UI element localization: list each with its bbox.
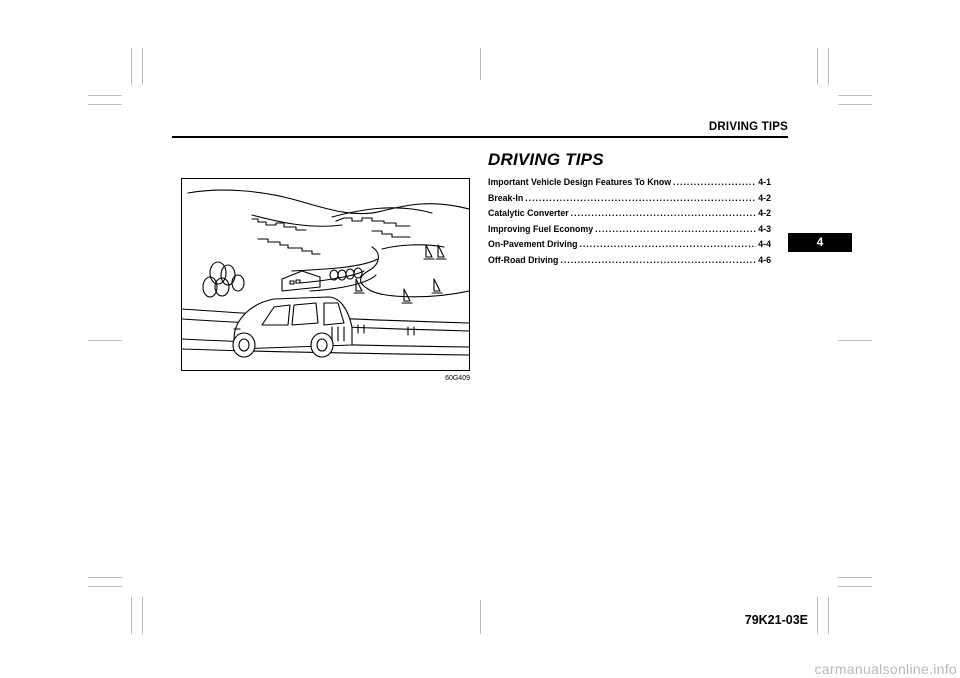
crop-mark xyxy=(828,48,829,85)
crop-mark xyxy=(480,48,481,80)
crop-mark xyxy=(88,586,122,587)
crop-mark xyxy=(88,104,122,105)
watermark-text: carmanualsonline.info xyxy=(814,661,957,677)
toc-entry-label: Improving Fuel Economy xyxy=(488,223,594,234)
toc-entry-page: 4-3 xyxy=(758,223,771,234)
section-title: DRIVING TIPS xyxy=(488,150,604,169)
crop-mark xyxy=(131,597,132,634)
chapter-tab: 4 xyxy=(788,233,852,252)
crop-mark xyxy=(88,95,122,96)
toc-leader-dots xyxy=(595,224,756,234)
toc-leader-dots xyxy=(560,255,756,265)
scenic-road-illustration xyxy=(182,179,469,370)
toc-entry-label: Important Vehicle Design Features To Know xyxy=(488,177,672,187)
table-of-contents xyxy=(488,177,771,271)
document-code: 79K21-03E xyxy=(744,613,808,627)
toc-leader-dots xyxy=(571,208,757,218)
crop-mark xyxy=(838,95,872,96)
toc-entry-page: 4-4 xyxy=(758,239,771,250)
toc-entry-page: 4-2 xyxy=(758,208,771,219)
toc-entry[interactable] xyxy=(488,239,771,255)
toc-entry-page: 4-1 xyxy=(758,177,771,187)
crop-mark xyxy=(480,600,481,634)
toc-entry[interactable] xyxy=(488,208,771,224)
running-header: DRIVING TIPS xyxy=(708,121,788,133)
toc-entry[interactable] xyxy=(488,177,771,193)
crop-mark xyxy=(142,48,143,85)
header-rule xyxy=(172,136,788,138)
toc-entry[interactable] xyxy=(488,193,771,209)
toc-leader-dots xyxy=(579,239,756,249)
crop-mark xyxy=(838,586,872,587)
toc-entry-label: On-Pavement Driving xyxy=(488,239,578,250)
toc-entry-page: 4-6 xyxy=(758,254,771,265)
crop-mark xyxy=(828,597,829,634)
crop-mark xyxy=(88,340,122,341)
crop-mark xyxy=(838,577,872,578)
crop-mark xyxy=(838,340,872,341)
toc-entry[interactable] xyxy=(488,255,771,271)
crop-mark xyxy=(817,48,818,85)
crop-mark xyxy=(131,48,132,85)
toc-entry-label: Catalytic Converter xyxy=(488,208,569,219)
toc-entry-label: Break-In xyxy=(488,192,524,203)
crop-mark xyxy=(88,577,122,578)
toc-leader-dots xyxy=(673,177,756,187)
toc-entry-page: 4-2 xyxy=(758,192,771,203)
toc-entry[interactable] xyxy=(488,224,771,240)
crop-mark xyxy=(817,597,818,634)
crop-mark xyxy=(838,104,872,105)
crop-mark xyxy=(142,597,143,634)
figure-caption: 60G409 xyxy=(445,375,470,382)
toc-leader-dots xyxy=(525,193,756,203)
toc-entry-label: Off-Road Driving xyxy=(488,254,559,265)
illustration-frame xyxy=(181,178,470,371)
